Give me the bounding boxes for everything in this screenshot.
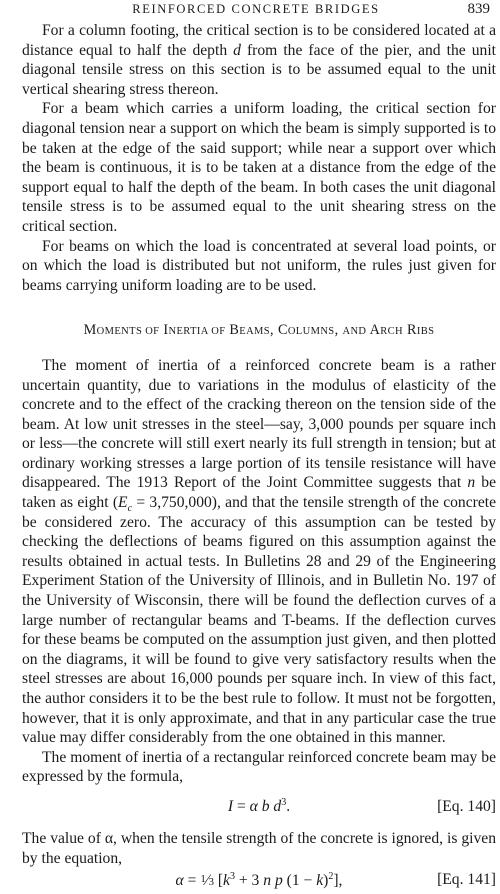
paragraph-column-footing: For a column footing, the critical section is to be considered located at a distance equal to half the depth d from the face of the pier, and the unit diagonal tensile stress on this section is to be assumed equal to the unit vertical shearing stress thereon. — [22, 22, 496, 98]
running-head — [22, 0, 490, 18]
page-number: 839 — [467, 1, 490, 17]
paragraph-concentrated-load: For beams on which the load is concentrated at several load points, or on which the load is distributed but not uniform, the rules just given for beams carrying uniform loading are to be used. — [22, 237, 496, 294]
body-text — [22, 21, 496, 894]
equation-141-label: [Eq. 141] — [437, 871, 496, 889]
equation-140 — [22, 795, 496, 821]
equation-141-body: α = 1⁄3 [$k^3 + 3$ n p $(1 - k)^2$], — [175, 870, 343, 890]
equation-141 — [22, 870, 496, 894]
paragraph-moment-of-inertia: The moment of inertia of a reinforced concrete beam is a rather uncertain quantity, due to variations in the modulus of elasticity of the concrete and to the effect of the cracking thereon on the tension side of the beam. At low unit stresses in the steel—say, 3,000 pounds per square inch or less—the concrete will still exert nearly its full strength in tension; but at ordinary working stresses a large portion of its tensile resistance will have disappeared. The 1913 Report of the Joint Committee suggests that n be taken as eight $(E_c = 3,750,000)$, and that the tensile strength of the concrete be considered zero. The accuracy of this assumption can be tested by checking the deflections of beams figured on this assumption against the results obtained in actual tests. In Bulletins 28 and 29 of the Engineering Experiment Station of the University of Illinois, and in Bulletin No. 197 of the University of Wisconsin, there will be found the deflection curves of a large number of rectangular beams and T-beams. If the deflection curves for these beams be computed on the assumption just given, and then plotted on the diagrams, it will be found to give very satisfactory results when the steel stresses are about 16,000 pounds per square inch. In view of this fact, the author considers it to be the best rule to follow. It must not be forgotten, however, that it is only approximate, and that in any particular case the true value may differ considerably from the one obtained in this manner. — [22, 356, 496, 747]
paragraph-rectangular-beam: The moment of inertia of a rectangular reinforced concrete beam may be expressed by the formula, — [22, 748, 496, 786]
paragraph-alpha-value: The value of α, when the tensile strength of the concrete is ignored, is given by the equation, — [22, 829, 496, 867]
equation-140-label: [Eq. 140] — [437, 797, 496, 815]
equation-140-body: I = α b $d^3$. — [227, 796, 291, 815]
running-head-title: REINFORCED CONCRETE BRIDGES — [132, 2, 380, 16]
paragraph-uniform-loading: For a beam which carries a uniform loading, the critical section for diagonal tension near a support on which the beam is simply supported is to be taken at the edge of the said support; while near a support over which the beam is continuous, it is to be taken at a distance from the edge of the support equal to half the depth of the beam. In both cases the unit diagonal tensile stress is to be assumed equal to the unit shearing stress on the critical section. — [22, 100, 496, 235]
section-heading: MOMENTS OF INERTIA OF BEAMS, COLUMNS, AND ARCH RIBS — [83, 322, 435, 339]
